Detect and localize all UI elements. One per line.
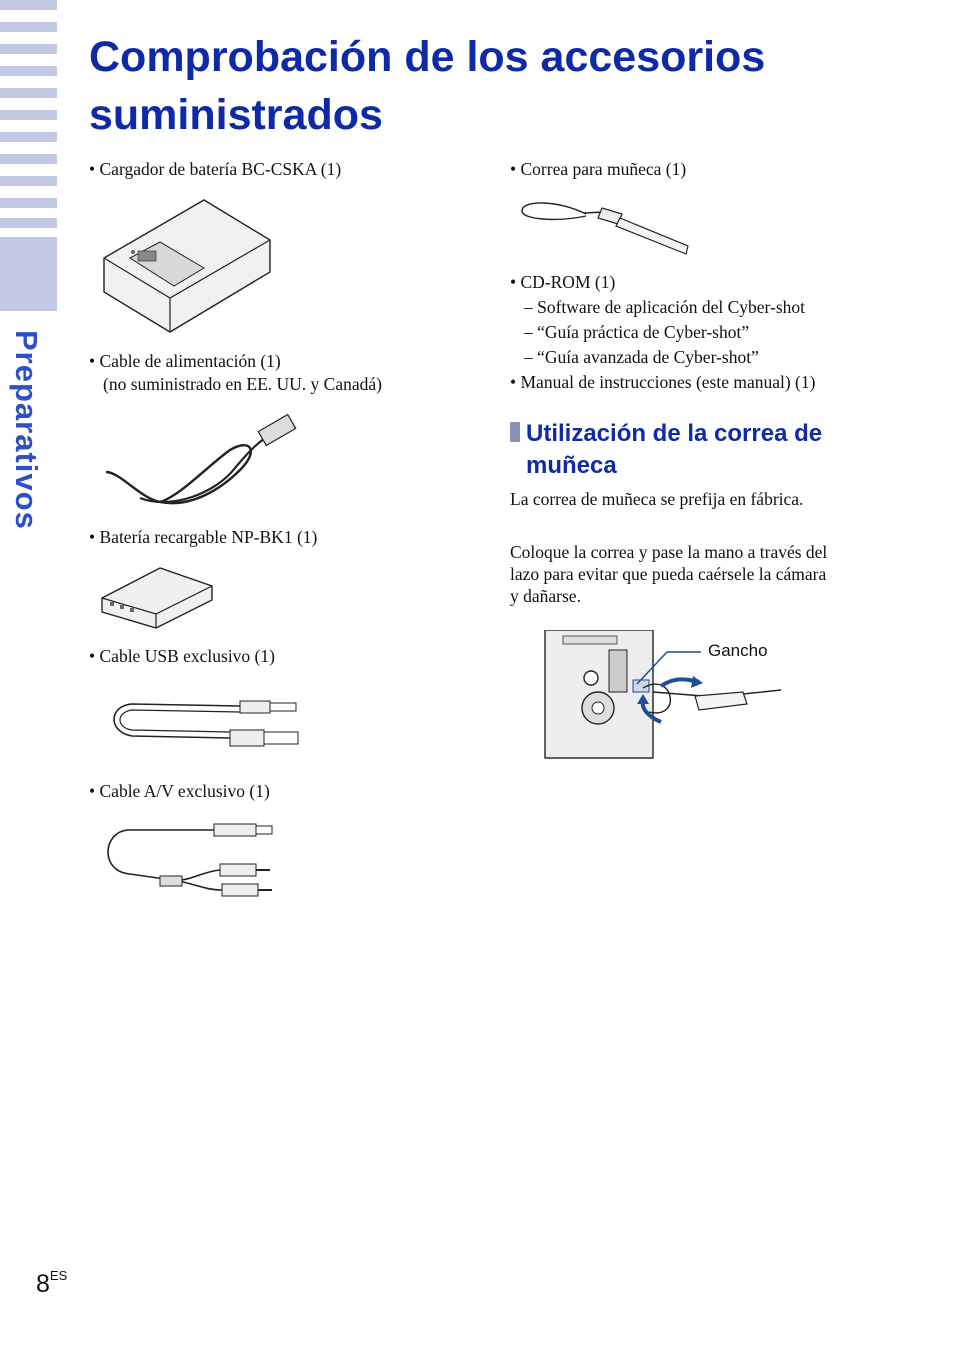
- item-cdrom: • CD-ROM (1): [510, 272, 616, 292]
- cdrom-sub-item: – Software de aplicación del Cyber-shot: [524, 297, 806, 317]
- hook-callout-label: Gancho: [708, 641, 768, 660]
- item-charger: • Cargador de batería BC-CSKA (1): [89, 159, 342, 179]
- side-tab-block: [0, 237, 57, 311]
- section-paragraph-1: La correa de muñeca se prefija en fábrica.: [510, 489, 804, 509]
- item-power-cord-note: (no suministrado en EE. UU. y Canadá): [103, 374, 382, 394]
- heading-marker: [510, 422, 520, 442]
- wrist-strap-illustration: [518, 196, 698, 260]
- section-heading: Utilización de la correa de muñeca: [510, 418, 890, 482]
- charger-illustration: [100, 196, 276, 338]
- item-power-cord: • Cable de alimentación (1): [89, 351, 281, 371]
- section-paragraph-2-line: lazo para evitar que pueda caérsele la cámara: [510, 564, 827, 584]
- item-av-cable: • Cable A/V exclusivo (1): [89, 781, 270, 801]
- item-wrist-strap: • Correa para muñeca (1): [510, 159, 687, 179]
- page-language: ES: [49, 1268, 68, 1283]
- battery-illustration: [100, 564, 220, 632]
- usb-cable-illustration: [104, 692, 304, 752]
- section-paragraph-2-line: Coloque la correa y pase la mano a través del: [510, 542, 828, 562]
- page-title: Comprobación de los accesorios suministrados: [89, 33, 766, 139]
- item-usb-cable: • Cable USB exclusivo (1): [89, 646, 275, 666]
- cdrom-sub-item: – “Guía avanzada de Cyber-shot”: [524, 347, 759, 367]
- item-manual: • Manual de instrucciones (este manual) (1): [510, 372, 816, 392]
- camera-strap-figure: [543, 630, 783, 762]
- sidebar-section-label: Preparativos: [9, 330, 44, 530]
- page-number: $8^{ES}$: [36, 1268, 68, 1298]
- side-stripes: [0, 0, 57, 230]
- av-cable-illustration: [100, 818, 278, 902]
- item-battery: • Batería recargable NP-BK1 (1): [89, 527, 318, 547]
- section-paragraph-2-line: y dañarse.: [510, 586, 581, 606]
- power-cord-illustration: [100, 410, 310, 515]
- cdrom-sub-item: – “Guía práctica de Cyber-shot”: [524, 322, 750, 342]
